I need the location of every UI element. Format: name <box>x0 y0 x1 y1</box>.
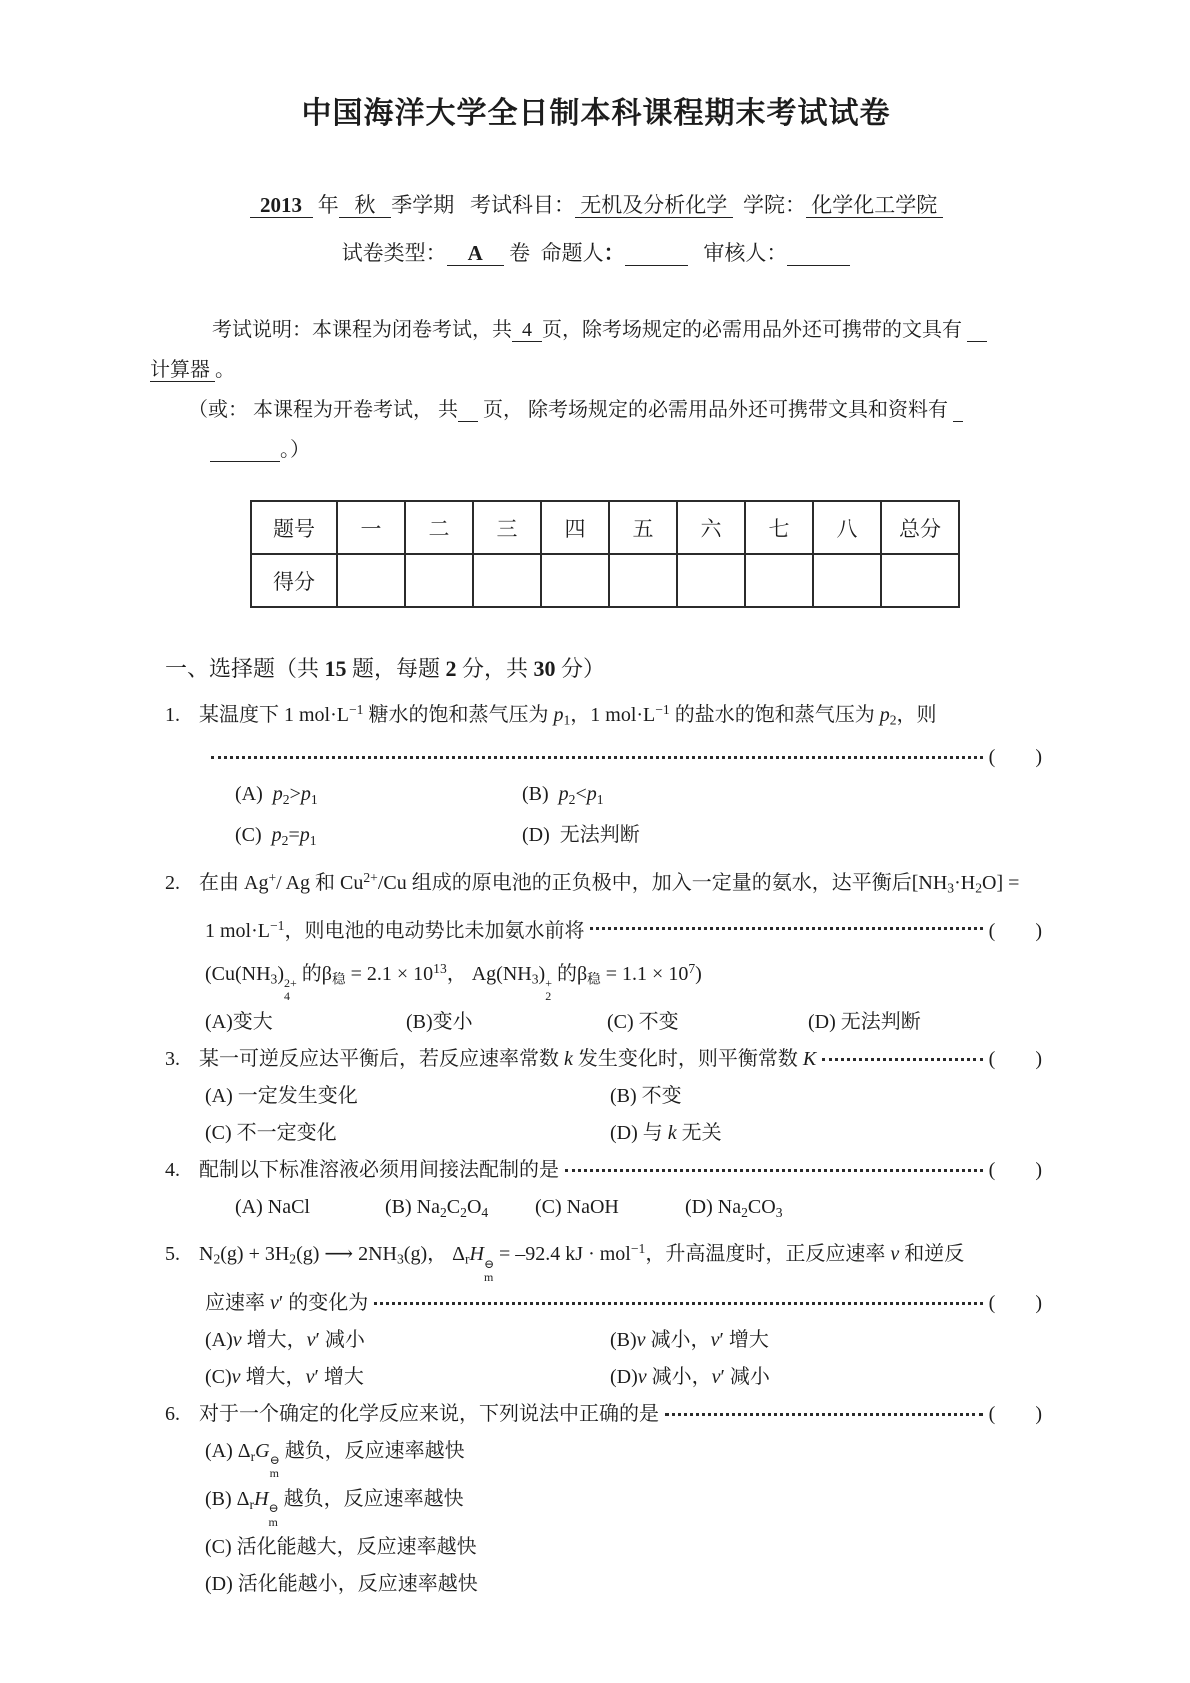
option-label: (D) <box>610 1365 638 1388</box>
section-heading: 一、选择题（共 15 题，每题 2 分，共 30 分） <box>165 656 606 681</box>
option-A <box>235 776 522 818</box>
option-C <box>535 1189 685 1231</box>
option-text: 无法判断 <box>835 1010 921 1033</box>
question-4-options <box>165 1189 1042 1231</box>
score-header-cell: 二 <box>405 501 473 554</box>
score-cell <box>677 554 745 607</box>
score-cell <box>813 554 881 607</box>
option-A <box>205 1004 406 1041</box>
question-text: 配制以下标准溶液必须用间接法配制的是 <box>199 1158 559 1181</box>
score-header-cell: 四 <box>541 501 609 554</box>
option-text: p2=p1 <box>271 824 317 849</box>
questions-list <box>150 691 1042 1603</box>
answer-blank: ( ) <box>988 1291 1042 1314</box>
option-label: (A) <box>235 782 263 805</box>
option-text: 一定发生变化 <box>232 1084 358 1107</box>
stacked-script: + 2 <box>545 975 552 1004</box>
option-B <box>610 1078 1015 1115</box>
option-label: (B) <box>610 1084 637 1107</box>
option-label: (D) <box>205 1573 233 1596</box>
option-B <box>385 1189 535 1231</box>
question-text: 应速率 v′ 的变化为 <box>205 1291 369 1314</box>
question-5-line-1 <box>165 1230 1042 1284</box>
option-label: (A) <box>205 1439 233 1462</box>
question-text: 某温度下 1 $mol\cdot L^{-1}$ 糖水的饱和蒸气压为 p1，1 $mol\cdot L^{-1}$ 的盐水的饱和蒸气压为 p2，则 <box>199 702 937 728</box>
answer-blank: ( ) <box>988 745 1042 768</box>
question-1-options <box>165 776 1042 860</box>
score-header-cell: 题号 <box>251 501 337 554</box>
dotted-leader <box>822 1058 982 1061</box>
option-label: (C) <box>535 1195 562 1218</box>
option-label: (B) <box>205 1487 232 1510</box>
dotted-leader <box>211 756 983 759</box>
option-C <box>205 1115 610 1152</box>
option-text: Na2C2O4 <box>411 1195 489 1220</box>
answer-blank: ( ) <box>988 1047 1042 1070</box>
option-text: Na2CO3 <box>712 1195 783 1220</box>
question-1-line-1 <box>165 691 1042 739</box>
score-header-cell: 三 <box>473 501 541 554</box>
option-D <box>808 1004 1009 1041</box>
option-text: NaOH <box>561 1195 619 1218</box>
stacked-script: 2+ 4 <box>284 975 297 1004</box>
option-label: (B) <box>610 1328 637 1351</box>
option-text: ΔrG ⊖ m 越负，反应速率越快 <box>232 1439 465 1481</box>
score-cell <box>609 554 677 607</box>
score-cell <box>337 554 405 607</box>
score-header-cell: 五 <box>609 501 677 554</box>
question-6-line-1 <box>165 1396 1042 1433</box>
score-cell <box>745 554 813 607</box>
question-4 <box>165 1152 1042 1231</box>
instruction-line-1: 考试说明：本课程为闭卷考试，共 4 页，除考场规定的必需用品外还可携带的文具有 <box>150 310 1042 350</box>
option-label: (C) <box>205 1536 232 1559</box>
score-cell <box>881 554 959 607</box>
question-1 <box>165 691 1042 859</box>
question-3-line-1 <box>165 1041 1042 1078</box>
option-label: (B) <box>385 1195 412 1218</box>
option-D <box>685 1189 835 1231</box>
option-text: v 减小，v′ 减小 <box>637 1365 770 1388</box>
dotted-leader <box>590 927 982 930</box>
option-text: v 增大，v′ 增大 <box>231 1365 364 1388</box>
option-D <box>522 817 809 859</box>
answer-blank: ( ) <box>988 1158 1042 1181</box>
option-text: 活化能越大，反应速率越快 <box>231 1536 477 1559</box>
question-5 <box>165 1230 1042 1395</box>
option-text: ΔrH ⊖ m 越负，反应速率越快 <box>231 1487 464 1529</box>
question-text: 1 $mol\cdot L^{-1}$，则电池的电动势比未加氨水前将 <box>205 917 585 942</box>
option-label: (B) <box>522 782 549 805</box>
score-cell <box>541 554 609 607</box>
option-text: v 增大，v′ 减小 <box>232 1328 365 1351</box>
option-B <box>522 776 809 818</box>
score-cell <box>473 554 541 607</box>
question-number: 1. <box>165 703 180 726</box>
question-number: 6. <box>165 1402 180 1425</box>
question-2 <box>165 859 1042 1041</box>
option-text: 不变 <box>636 1084 682 1107</box>
question-2-line-2 <box>165 907 1042 950</box>
option-A <box>205 1078 610 1115</box>
question-number: 2. <box>165 871 180 894</box>
score-header-cell: 总分 <box>881 501 959 554</box>
question-number: 3. <box>165 1047 180 1070</box>
question-2-options <box>165 1004 1042 1041</box>
exam-instructions <box>150 310 1042 470</box>
dotted-leader <box>665 1413 983 1416</box>
question-number: 5. <box>165 1243 180 1266</box>
option-text: v 减小，v′ 增大 <box>636 1328 769 1351</box>
option-C <box>235 817 522 859</box>
score-label-cell: 得分 <box>251 554 337 607</box>
option-A <box>205 1433 1042 1481</box>
option-label: (D) <box>808 1010 836 1033</box>
option-label: (D) <box>610 1121 638 1144</box>
option-label: (D) <box>522 824 550 847</box>
option-label: (C) <box>205 1365 232 1388</box>
option-text: 无法判断 <box>549 824 640 847</box>
answer-blank: ( ) <box>988 1402 1042 1425</box>
option-text: 变大 <box>232 1010 273 1033</box>
option-text: 与 k 无关 <box>637 1121 722 1144</box>
score-header-cell: 六 <box>677 501 745 554</box>
score-header-cell: 七 <box>745 501 813 554</box>
option-text: NaCl <box>262 1195 310 1218</box>
option-label: (A) <box>205 1010 233 1033</box>
option-text: 不变 <box>633 1010 679 1033</box>
option-C <box>205 1359 610 1396</box>
option-D <box>205 1566 1042 1603</box>
question-5-line-2 <box>165 1285 1042 1322</box>
question-text: 某一可逆反应达平衡后，若反应速率常数 k 发生变化时，则平衡常数 K <box>199 1047 817 1070</box>
answer-blank: ( ) <box>988 919 1042 942</box>
question-number: 4. <box>165 1158 180 1181</box>
instruction-line-4: 。） <box>150 430 1042 470</box>
option-D <box>610 1359 1015 1396</box>
option-D <box>610 1115 1015 1152</box>
question-text: N2(g) + 3H2(g) ⟶ 2NH3(g)， ΔrH ⊖ m = –92.4 kJ · mol$^{-1}$，升高温度时，正反应速率 v 和逆反 <box>199 1241 965 1285</box>
option-A <box>235 1189 385 1231</box>
question-6 <box>165 1396 1042 1604</box>
dotted-leader <box>565 1169 983 1172</box>
score-table <box>250 500 960 608</box>
option-text: 不一定变化 <box>231 1121 337 1144</box>
score-table-score-row <box>251 554 959 607</box>
option-C <box>607 1004 808 1041</box>
question-2-line-1 <box>165 859 1042 907</box>
instruction-line-3: （或： 本课程为开卷考试， 共 页， 除考场规定的必需用品外还可携带文具和资料有 <box>150 390 1042 430</box>
option-label: (C) <box>607 1010 634 1033</box>
instruction-line-2: 计算器 。 <box>150 359 235 381</box>
stacked-script: ⊖ m <box>483 1256 495 1285</box>
question-4-line-1 <box>165 1152 1042 1189</box>
question-5-options <box>165 1322 1042 1396</box>
question-3 <box>165 1041 1042 1152</box>
option-label: (B) <box>406 1010 433 1033</box>
question-text: 在由 Ag+/ Ag 和 $Cu^{2+}/Cu$ 组成的原电池的正负极中，加入一定量的氨水，达平衡后[NH3·H2O] = <box>199 870 1020 896</box>
exam-meta-line-1: 2013 年 秋 季学期 考试科目： 无机及分析化学 学院： 化学化工学院 <box>249 193 943 217</box>
page-title: 中国海洋大学全日制本科课程期末考试试卷 <box>301 97 891 130</box>
stacked-script: ⊖ m <box>268 1501 279 1529</box>
question-2-given-constants: (Cu(NH3) 2+ 4 的β稳 = $2.1 \times 10^{13}$， Ag(NH3) + 2 的β稳 = $1.1 \times 10^7$) <box>205 960 702 1004</box>
option-B <box>205 1481 1042 1529</box>
score-cell <box>405 554 473 607</box>
option-A <box>205 1322 610 1359</box>
option-label: (C) <box>205 1121 232 1144</box>
option-label: (A) <box>205 1328 233 1351</box>
option-label: (C) <box>235 824 262 847</box>
option-label: (A) <box>205 1084 233 1107</box>
option-text: p2>p1 <box>272 782 318 807</box>
option-text: 变小 <box>432 1010 473 1033</box>
option-text: 活化能越小，反应速率越快 <box>232 1573 478 1596</box>
question-6-options <box>165 1433 1042 1604</box>
option-C <box>205 1529 1042 1566</box>
dotted-leader <box>374 1302 982 1305</box>
score-table-header-row <box>251 501 959 554</box>
option-B <box>406 1004 607 1041</box>
score-header-cell: 八 <box>813 501 881 554</box>
question-3-options <box>165 1078 1042 1152</box>
option-text: p2<p1 <box>558 782 604 807</box>
question-1-leader <box>165 739 1042 776</box>
option-label: (D) <box>685 1195 713 1218</box>
question-text: 对于一个确定的化学反应来说，下列说法中正确的是 <box>199 1402 659 1425</box>
stacked-script: ⊖ m <box>269 1453 280 1481</box>
option-B <box>610 1322 1015 1359</box>
score-header-cell: 一 <box>337 501 405 554</box>
exam-meta-line-2: 试卷类型： A 卷 命题人： 审核人： <box>150 236 1042 270</box>
option-label: (A) <box>235 1195 263 1218</box>
